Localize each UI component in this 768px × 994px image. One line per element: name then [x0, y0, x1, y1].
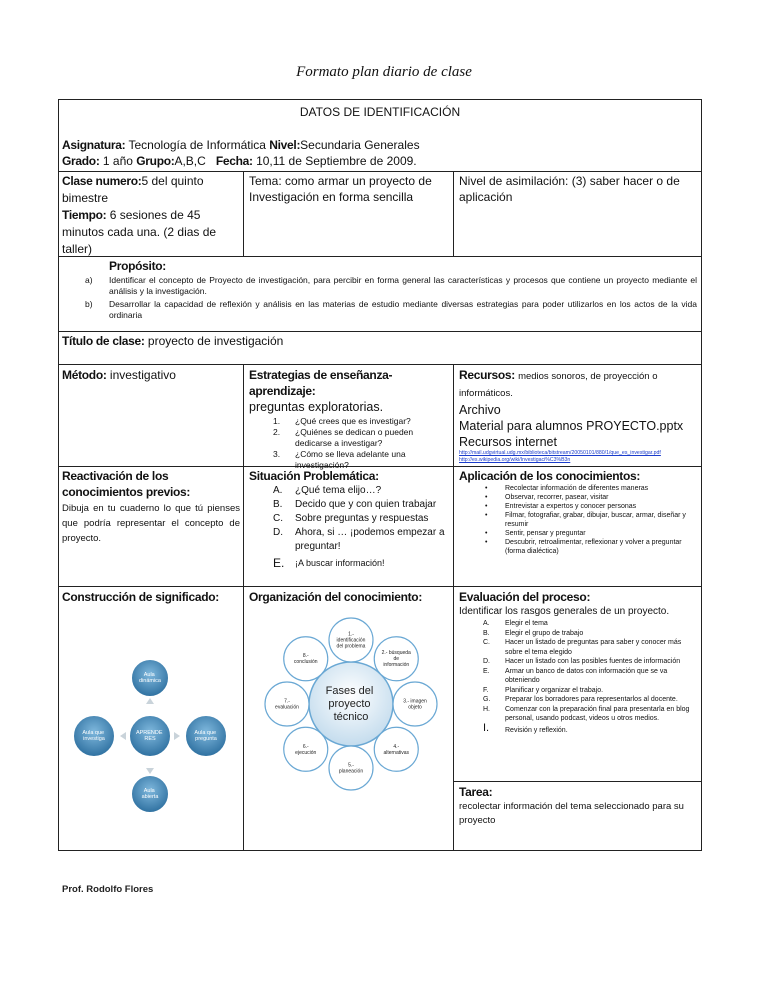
evaluacion-text: Hacer un listado de preguntas para saber y conocer más sobre el tema elegido — [505, 639, 682, 656]
proposito-label: Propósito: — [109, 259, 166, 273]
center-line: proyecto — [328, 698, 371, 710]
clase-cell — [62, 173, 240, 258]
phase-node-line: 3.- imagen — [403, 698, 427, 705]
aplicacion-text: Filmar, fotografiar, grabar, dibujar, buscar, armar, diseñar y resumir — [505, 512, 686, 528]
recurso-link[interactable]: http://es.wikipedia.org/wiki/Investigaci%C3%B3n — [459, 457, 571, 463]
situacion-list — [249, 484, 451, 570]
construccion-diagram — [63, 640, 239, 830]
evaluacion-marker: B. — [483, 629, 490, 637]
bullet-icon: • — [485, 503, 488, 510]
construccion-label: Construcción de significado: — [62, 590, 219, 604]
situacion-item — [273, 512, 451, 526]
situacion-marker: D. — [273, 527, 283, 538]
aplicacion-text: Descubrir, retroalimentar, reflexionar y volver a preguntar (forma dialéctica) — [505, 539, 682, 555]
proposito-marker: b) — [85, 299, 93, 309]
situacion-item — [273, 556, 451, 570]
phase-node-line: de — [393, 656, 400, 663]
situacion-cell — [249, 468, 451, 570]
estrategias-cell — [249, 367, 451, 471]
node-top-line: Aula — [143, 672, 155, 678]
center-line: técnico — [333, 711, 369, 723]
clase-numero-label: Clase numero: — [62, 174, 142, 188]
aplicacion-list — [459, 484, 699, 556]
col-divider — [243, 364, 244, 850]
grupo-label: Grupo: — [136, 154, 175, 168]
situacion-item — [273, 484, 451, 498]
titulo-clase-label: Título de clase: — [62, 334, 145, 348]
evaluacion-list — [459, 619, 699, 735]
situacion-label: Situación Problemática: — [249, 469, 379, 483]
phase-node-line: conclusión — [293, 659, 318, 666]
nivel-value: Secundaria Generales — [300, 138, 420, 152]
estrategia-text: ¿Quiénes se dedican o pueden dedicarse a investigar? — [295, 427, 414, 448]
evaluacion-item — [483, 705, 699, 724]
situacion-marker: A. — [273, 485, 283, 496]
bullet-icon: • — [485, 485, 488, 492]
evaluacion-marker: H. — [483, 705, 490, 713]
evaluacion-label: Evaluación del proceso: — [459, 590, 591, 604]
organizacion-label: Organización del conocimiento: — [249, 590, 423, 604]
estrategia-marker: 3. — [273, 449, 281, 459]
reactivacion-text: Dibuja en tu cuaderno lo que tú pienses que podría representar el concepto de proyecto. — [62, 503, 240, 544]
evaluacion-text: Hacer un listado con las posibles fuentes de información — [505, 658, 681, 665]
phase-node-line: evaluación — [275, 704, 299, 711]
section-header: DATOS DE IDENTIFICACIÓN — [299, 105, 461, 119]
situacion-text: Decido que y con quien trabajar — [295, 499, 437, 510]
nivel-asimilacion-cell: Nivel de asimilación: (3) saber hacer o de aplicación — [459, 174, 680, 204]
tiempo-label: Tiempo: — [62, 208, 107, 222]
evaluacion-item — [483, 657, 699, 667]
estrategias-subtitle: preguntas exploratorias. — [249, 400, 384, 414]
row-divider — [59, 364, 701, 365]
node-top-line: dinámica — [138, 678, 162, 684]
evaluacion-text: Revisión y reflexión. — [505, 726, 568, 734]
arrow-icon — [120, 732, 126, 740]
col-divider — [453, 364, 454, 850]
bullet-icon: • — [485, 512, 488, 519]
situacion-marker: E. — [273, 556, 285, 570]
evaluacion-item — [483, 629, 699, 639]
col-divider — [243, 171, 244, 257]
estrategias-list — [249, 416, 451, 471]
phase-node-line: 6.- — [302, 743, 309, 750]
aplicacion-item — [485, 538, 699, 556]
evaluacion-cell — [459, 589, 699, 735]
recursos-line — [459, 367, 699, 402]
phase-node-line: 4.- — [393, 743, 400, 750]
center-line: Fases del — [325, 685, 374, 697]
clase-numero-value: 5 del quinto bimestre — [62, 174, 204, 205]
estrategia-marker: 1. — [273, 416, 281, 426]
asignatura-label: Asignatura: — [62, 138, 126, 152]
proposito-text: Desarrollar la capacidad de reflexión y análisis en las materias de estudio mediante diversas estrategias para poder utilizarlos en los actos de la vida ordinaria — [109, 299, 697, 320]
titulo-clase-value: proyecto de investigación — [147, 334, 284, 348]
grado-label: Grado: — [62, 154, 100, 168]
node-right-line: Aula que — [194, 730, 217, 736]
phase-node-line: ejecución — [295, 749, 317, 756]
grado-value: 1 año — [102, 154, 133, 168]
aplicacion-text: Sentir, pensar y preguntar — [505, 530, 586, 537]
evaluacion-text: Planificar y organizar el trabajo. — [505, 686, 604, 694]
aplicacion-item — [485, 493, 699, 502]
evaluacion-item — [483, 721, 699, 736]
reactivacion-cell — [62, 468, 240, 546]
situacion-item — [273, 526, 451, 554]
row-divider — [59, 586, 701, 587]
situacion-marker: B. — [273, 499, 283, 510]
proposito-list — [85, 275, 697, 321]
phase-node-line: objeto — [408, 704, 422, 711]
tarea-divider — [453, 781, 701, 782]
organizacion-diagram — [251, 614, 451, 794]
estrategia-marker: 2. — [273, 427, 281, 437]
evaluacion-item — [483, 695, 699, 705]
metodo-line — [62, 367, 176, 383]
aplicacion-cell — [459, 468, 699, 556]
situacion-text: Ahora, si … ¡podemos empezar a preguntar! — [295, 527, 445, 552]
situacion-text: ¡A buscar información! — [295, 558, 385, 568]
proposito-text: Identificar el concepto de Proyecto de investigación, para percibir en forma general las características y procesos que contiene un proyecto mediante el análisis y la investigación. — [109, 275, 697, 296]
tarea-cell — [459, 784, 699, 828]
recursos-archivo: Archivo — [459, 403, 501, 417]
evaluacion-marker: E. — [483, 667, 490, 675]
estrategia-text: ¿Qué crees que es investigar? — [295, 416, 411, 426]
evaluacion-item — [483, 619, 699, 629]
recursos-label: Recursos: — [459, 368, 515, 382]
phase-node-line: información — [383, 662, 410, 669]
phase-node-line: 5.- — [348, 762, 354, 769]
tiempo-value: 6 sesiones de 45 minutos cada una. (2 dias de taller) — [62, 208, 217, 256]
row-divider — [59, 331, 701, 332]
proposito-item — [85, 299, 697, 321]
aplicacion-label: Aplicación de los conocimientos: — [459, 469, 641, 483]
recursos-material: Material para alumnos PROYECTO.pptx — [459, 419, 684, 433]
evaluacion-marker: I. — [483, 721, 490, 734]
node-left-line: investiga — [83, 736, 105, 742]
phase-node-line: 2.- búsqueda — [381, 650, 411, 657]
recursos-value: medios sonoros, de proyección o informáticos. — [459, 371, 658, 399]
situacion-text: Sobre preguntas y respuestas — [295, 513, 429, 524]
evaluacion-marker: C. — [483, 639, 490, 646]
tema-cell: Tema: como armar un proyecto de Investigación en forma sencilla — [249, 174, 432, 204]
estrategia-text: ¿Cómo se lleva adelante una investigación? — [295, 449, 406, 470]
recursos-links — [459, 450, 699, 464]
arrow-icon — [146, 768, 154, 774]
asignatura-value: Tecnología de Informática — [128, 138, 266, 152]
metodo-label: Método: — [62, 368, 107, 382]
fecha-label: Fecha: — [215, 154, 253, 168]
proposito-item — [85, 275, 697, 297]
node-left-label — [82, 730, 105, 742]
aplicacion-item — [485, 529, 699, 538]
phase-node-line: del problema — [336, 643, 366, 650]
evaluacion-item — [483, 667, 699, 686]
evaluacion-marker: D. — [483, 658, 490, 665]
reactivacion-label: Reactivación de los conocimientos previos: — [62, 469, 191, 499]
plan-table — [58, 99, 702, 851]
nivel-label: Nivel: — [269, 138, 301, 152]
node-right-line: pregunta — [195, 736, 217, 742]
node-bottom-line: abierta — [141, 794, 159, 800]
phase-node-line: alternativas — [383, 749, 410, 756]
recursos-cell — [459, 367, 699, 464]
evaluacion-marker: F. — [483, 686, 489, 694]
aplicacion-text: Entrevistar a expertos y conocer personas — [505, 503, 637, 510]
phase-node-line: 7.- — [284, 698, 290, 705]
estrategias-label: Estrategias de enseñanza-aprendizaje: — [249, 368, 393, 398]
evaluacion-text: Comenzar con la preparación final para presentarla en blog personal, usando podcast, videos u otros medios. — [505, 705, 690, 722]
situacion-text: ¿Qué tema elijo…? — [295, 485, 382, 496]
arrow-icon — [146, 698, 154, 704]
aplicacion-item — [485, 484, 699, 493]
aplicacion-text: Observar, recorrer, pasear, visitar — [505, 494, 609, 501]
evaluacion-text: Elegir el grupo de trabajo — [505, 629, 584, 637]
tarea-text: recolectar información del tema seleccionado para su proyecto — [459, 801, 684, 826]
situacion-marker: C. — [273, 513, 283, 524]
evaluacion-text: Elegir el tema — [505, 620, 548, 627]
node-center-line: APRENDE — [135, 730, 163, 736]
grupo-value: A,B,C — [174, 154, 206, 168]
node-bottom-line: Aula — [143, 788, 155, 794]
evaluacion-item — [483, 686, 699, 696]
grado-line — [62, 153, 698, 169]
node-left-line: Aula que — [82, 730, 105, 736]
fecha-value: 10,11 de Septiembre de 2009. — [256, 154, 417, 168]
evaluacion-subtitle: Identificar los rasgos generales de un proyecto. — [459, 606, 670, 617]
col-divider — [453, 171, 454, 257]
document-title: Formato plan diario de clase — [296, 64, 472, 80]
titulo-clase-line — [62, 333, 283, 349]
evaluacion-marker: G. — [483, 696, 491, 703]
row-divider — [59, 171, 701, 172]
phase-node-line: identificación — [336, 637, 366, 644]
evaluacion-text: Preparar los borradores para representarlos al docente. — [505, 696, 678, 703]
tarea-label: Tarea: — [459, 785, 493, 799]
recursos-internet: Recursos internet — [459, 435, 557, 449]
aplicacion-text: Recolectar información de diferentes maneras — [505, 485, 649, 492]
author-footer: Prof. Rodolfo Flores — [62, 884, 154, 895]
node-center-line: RES — [144, 736, 156, 742]
recurso-link[interactable]: http://mail.udgvirtual.udg.mx/biblioteca/bitstream/20050101/880/1/que_es_investigar.pdf — [459, 450, 661, 456]
node-right-label — [194, 730, 217, 742]
arrow-icon — [174, 732, 180, 740]
proposito-marker: a) — [85, 275, 93, 285]
phase-node-line: 1.- — [348, 631, 354, 638]
estrategia-item — [273, 427, 451, 449]
bullet-icon: • — [485, 494, 488, 501]
aplicacion-item — [485, 511, 699, 529]
phase-node-line: 8.- — [302, 653, 309, 660]
bullet-icon: • — [485, 539, 488, 546]
evaluacion-item — [483, 638, 699, 657]
situacion-item — [273, 498, 451, 512]
bullet-icon: • — [485, 530, 488, 537]
metodo-value: investigativo — [109, 368, 176, 382]
phase-node-line: planeación — [338, 768, 364, 775]
aplicacion-item — [485, 502, 699, 511]
evaluacion-text: Armar un banco de datos con información que se va obteniendo — [505, 667, 668, 684]
evaluacion-marker: A. — [483, 620, 490, 627]
asignatura-line — [62, 137, 698, 153]
estrategia-item — [273, 416, 451, 427]
